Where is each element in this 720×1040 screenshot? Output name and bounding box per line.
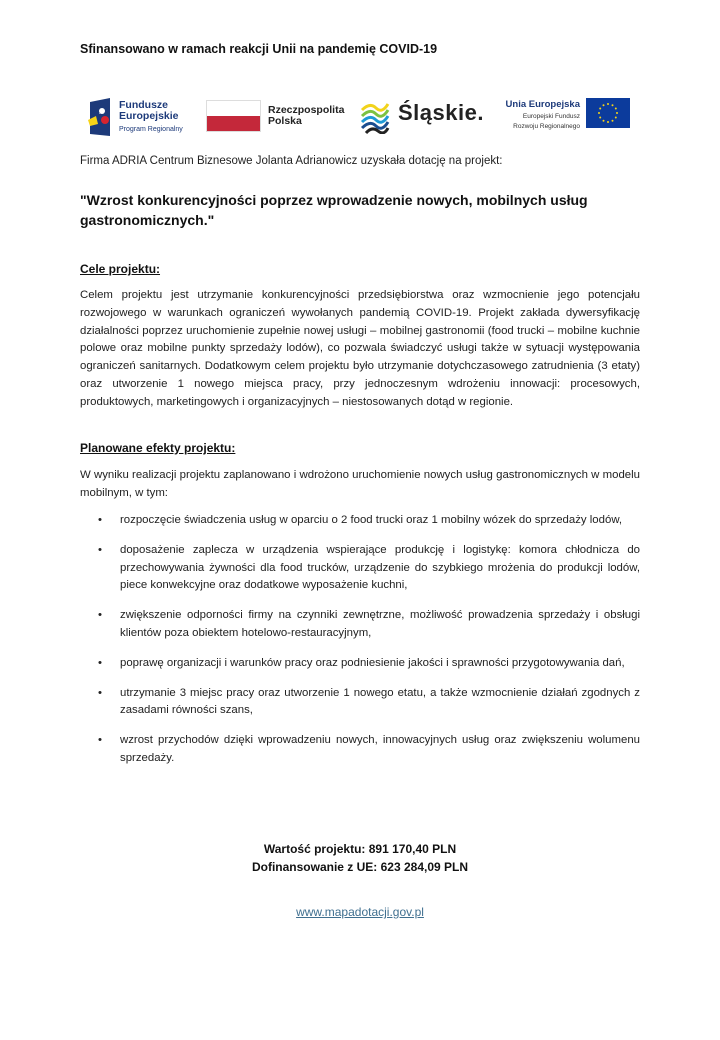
ue-line2: Europejski Fundusz xyxy=(522,113,580,120)
effects-list-item xyxy=(80,685,640,721)
effects-item-text: poprawę organizacji i warunków pracy oraz podniesienie jakości i sprawności przygotowywania dań, xyxy=(120,656,625,669)
fe-line1: Fundusze xyxy=(119,99,168,111)
unia-europejska-logo xyxy=(500,96,636,140)
effects-list-item xyxy=(80,512,640,530)
effects-item-text: utrzymanie 3 miejsc pracy oraz utworzenie 1 nowego etatu, a także wzmocnienie działań zgodnych z zasadami równości szans, xyxy=(120,686,640,717)
effects-heading: Planowane efekty projektu: xyxy=(80,441,236,455)
project-title: "Wzrost konkurencyjności poprzez wprowadzenie nowych, mobilnych usług gastronomicznych." xyxy=(80,192,588,228)
goals-text: Celem projektu jest utrzymanie konkurencyjności przedsiębiorstwa oraz wzmocnienie jego potencjału rozwojowego w warunkach ograniczeń wywołanych pandemią COVID-19. Projekt zakłada dywersyfikację działalności poprzez uruchomienie zupełnie nowej usługi – mobilnej gastronomii (food trucki – mobilne kuchnie polowe oraz mobilne punkty sprzedaży lodów), co pozwala świadczyć usługi także w sytuacji występowania ograniczeń sanitarnych. Dodatkowym celem projektu było utrzymanie dotychczasowego zatrudnienia (3 etaty) oraz utworzenie 1 nowego miejsca pracy, przy jednoczesnym wdrożeniu innowacji: procesowych, produktowych, marketingowych i organizacyjnych – niestosowanych dotąd w regionie. xyxy=(80,289,640,408)
fe-line3: Program Regionalny xyxy=(119,126,183,133)
intro-text: Firma ADRIA Centrum Biznesowe Jolanta Adrianowicz uzyskała dotację na projekt: xyxy=(80,155,503,167)
eu-funding-value: Dofinansowanie z UE: 623 284,09 PLN xyxy=(251,860,469,874)
bullet-icon: • xyxy=(98,514,102,526)
rzeczpospolita-polska-logo xyxy=(206,96,346,140)
ue-line3: Rozwoju Regionalnego xyxy=(513,123,580,130)
bullet-icon: • xyxy=(98,656,102,669)
bullet-icon: • xyxy=(98,609,102,622)
effects-list-item xyxy=(80,732,640,768)
slaskie-waves-icon xyxy=(358,100,392,134)
fe-line2: Europejskie xyxy=(119,110,179,122)
rp-line2: Polska xyxy=(268,115,302,127)
effects-list-item xyxy=(80,542,640,595)
logo-strip xyxy=(86,96,636,140)
rp-line1: Rzeczpospolita xyxy=(268,104,345,116)
slaskie-name: Śląskie. xyxy=(398,100,484,125)
effects-item-text: rozpoczęcie świadczenia usług w oparciu o 2 food trucki oraz 1 mobilny wózek do sprzedaży lodów, xyxy=(120,514,623,526)
bullet-icon: • xyxy=(98,686,102,699)
effects-intro: W wyniku realizacji projektu zaplanowano i wdrożono uruchomienie nowych usług gastronomicznych w modelu mobilnym, w tym: xyxy=(80,469,640,499)
slaskie-logo xyxy=(358,96,498,140)
ue-line1: Unia Europejska xyxy=(505,99,580,110)
effects-list xyxy=(80,512,640,780)
project-totals xyxy=(0,840,720,876)
bullet-icon: • xyxy=(98,543,102,556)
effects-item-text: doposażenie zaplecza w urządzenia wspierające produkcję i logistykę: komora chłodnicza do przechowywania żywności dla food trucków, urządzenie do szybkiego mrożenia do produkcji lodów, piece konwekcyjne oraz dodatkowe wyposażenie kuchni, xyxy=(120,543,640,592)
fundusze-europejskie-logo xyxy=(86,96,196,140)
project-value: Wartość projektu: 891 170,40 PLN xyxy=(263,842,457,856)
funding-note: Sfinansowano w ramach reakcji Unii na pandemię COVID-19 xyxy=(80,42,438,56)
effects-list-item xyxy=(80,655,640,673)
fundusze-europejskie-icon xyxy=(86,98,112,136)
effects-item-text: zwiększenie odporności firmy na czynniki zewnętrzne, możliwość prowadzenia sprzedaży i obsługi klientów poza obiektem hotelowo-restauracyjnym, xyxy=(120,609,640,639)
eu-flag-icon xyxy=(586,98,630,128)
bullet-icon: • xyxy=(98,734,102,747)
mapadotacji-link[interactable]: www.mapadotacji.gov.pl xyxy=(296,905,424,919)
polish-flag-icon xyxy=(206,100,261,132)
effects-list-item xyxy=(80,607,640,643)
goals-heading: Cele projektu: xyxy=(80,262,161,276)
effects-item-text: wzrost przychodów dzięki wprowadzeniu nowych, innowacyjnych usług oraz zwiększeniu wolumenu sprzedaży. xyxy=(120,734,640,764)
